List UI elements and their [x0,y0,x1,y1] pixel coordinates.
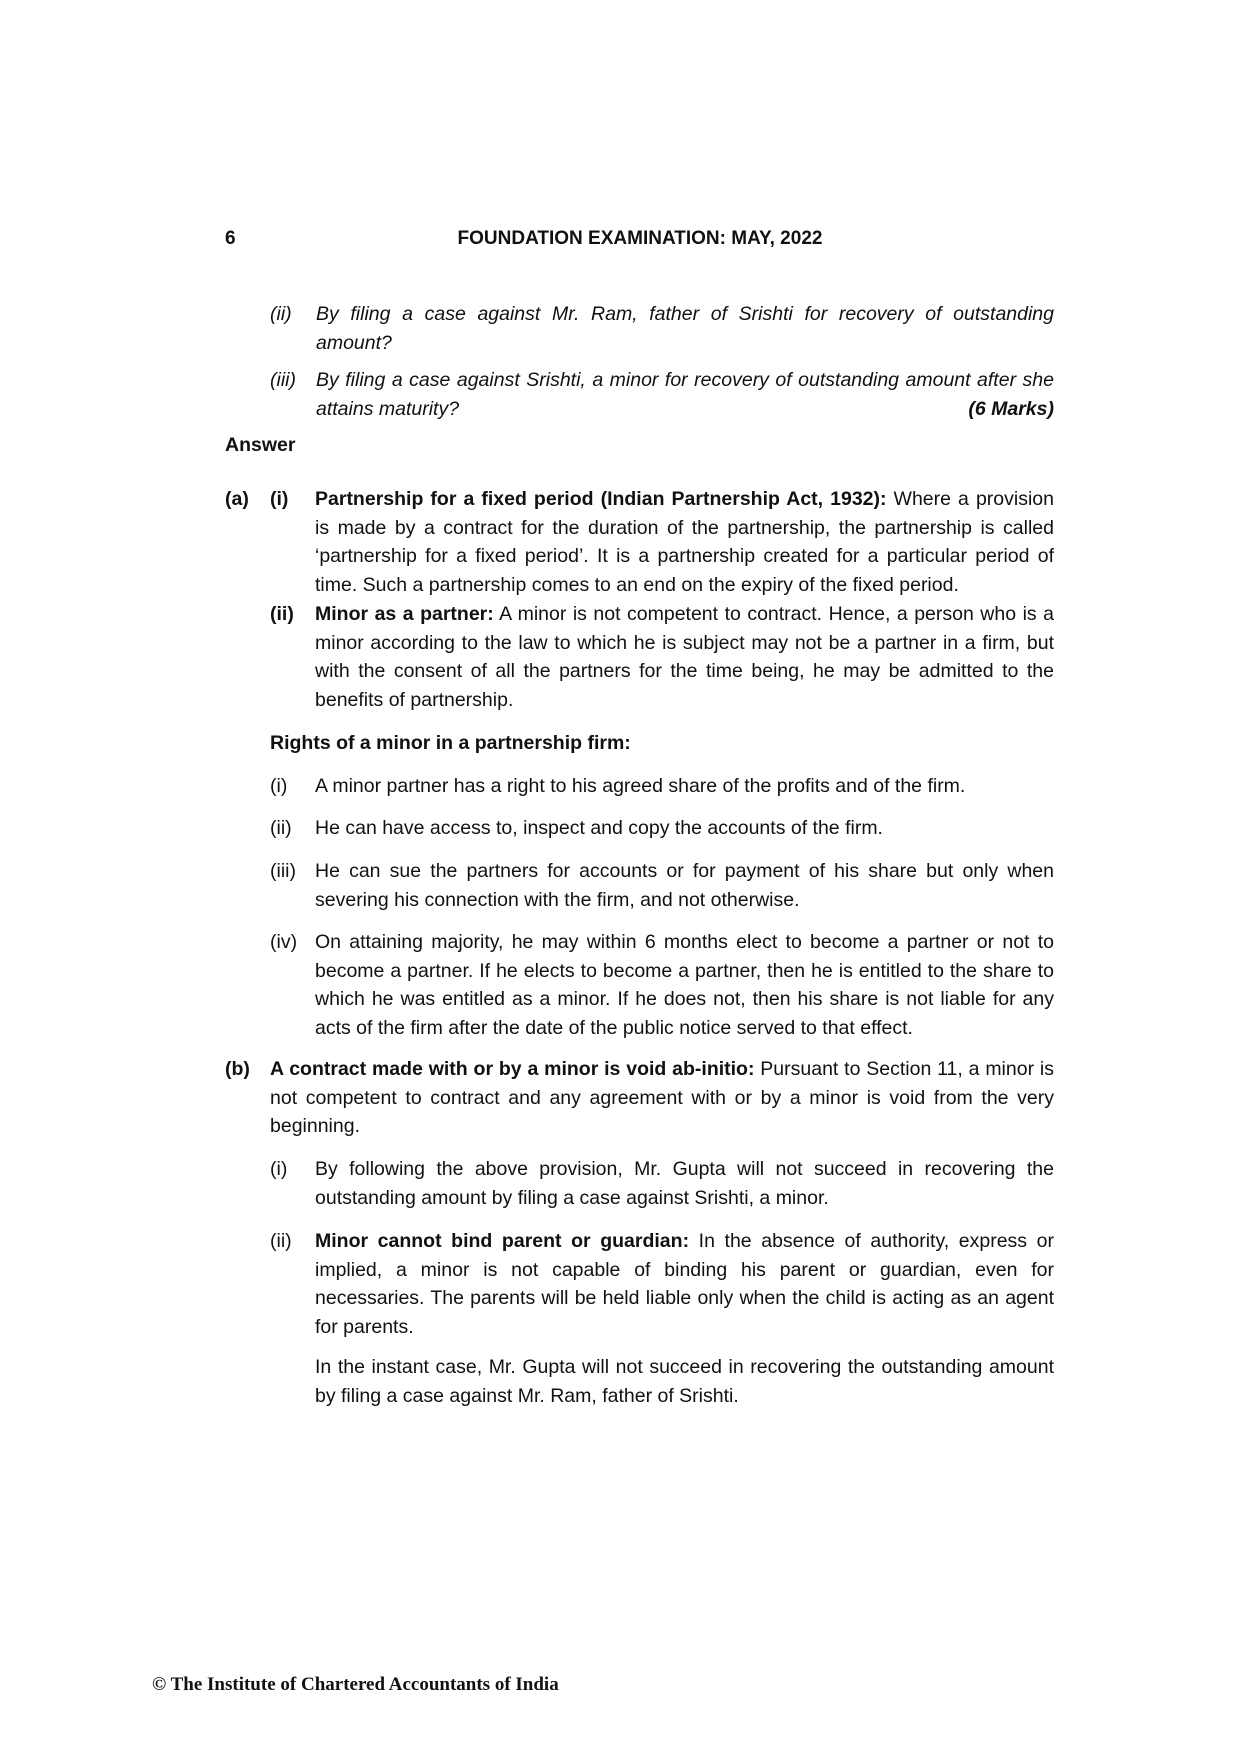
answer-b-text [270,1055,1054,1141]
point-label: (ii) [270,1230,292,1252]
rights-heading: Rights of a minor in a partnership firm: [270,732,631,754]
page-footer: © The Institute of Chartered Accountants of India [152,1674,559,1695]
point-bold-heading: Partnership for a fixed period (Indian Partnership Act, 1932): [315,488,887,510]
page-number: 6 [225,228,236,249]
conclusion-paragraph: In the instant case, Mr. Gupta will not succeed in recovering the outstanding amount by filing a case against Mr. Ram, father of Srishti. [315,1356,1054,1407]
rights-item-label: (iv) [270,931,298,953]
rights-item-text: He can have access to, inspect and copy the accounts of the firm. [315,817,883,839]
point-body: Where a provision is made by a contract for the duration of the partnership, the partnership is called ‘partnership for a fixed period’. It is a partnership created for a particular period of time. Such a partnership comes to an end on the expiry of the fixed period. [315,488,1054,596]
rights-item-text: On attaining majority, he may within 6 months elect to become a partner or not to become a partner. If he elects to become a partner, then he is entitled to the share to which he was entitled as a minor. If he does not, then his share is not liable for any acts of the firm after the date of the public notice served to that effect. [315,931,1054,1039]
question-item-text: By filing a case against Mr. Ram, father of Srishti for recovery of outstanding amount? [316,303,1054,354]
answer-b-label: (b) [225,1058,250,1080]
answer-heading: Answer [225,434,296,456]
point-body: In the absence of authority, express or implied, a minor is not capable of binding his parent or guardian, even for necessaries. The parents will be held liable only when the child is acting as an agent for parents. [315,1230,1054,1338]
marks-block [900,395,1054,424]
question-item-text-body: By filing a case against Srishti, a minor for recovery of outstanding amount after she attains maturity? [316,369,1054,420]
page-title: FOUNDATION EXAMINATION: MAY, 2022 [457,228,823,249]
answer-a-label: (a) [225,488,249,510]
marks-label: (6 Marks) [968,397,1054,420]
question-item-label: (ii) [270,303,292,325]
point-body: A minor is not competent to contract. Hence, a person who is a minor according to the law to which he is subject may not be a partner in a firm, but with the consent of all the partners for the time being, he may be admitted to the benefits of partnership. [315,603,1054,711]
point-label: (i) [270,488,289,510]
answer-b-bold-heading: A contract made with or by a minor is void ab-initio: [270,1058,755,1080]
point-label: (ii) [270,603,294,625]
rights-item-text: A minor partner has a right to his agreed share of the profits and of the firm. [315,775,966,797]
point-text: By following the above provision, Mr. Gupta will not succeed in recovering the outstanding amount by filing a case against Srishti, a minor. [315,1158,1054,1209]
point-text [315,600,1054,714]
point-text [315,1227,1054,1341]
point-label: (i) [270,1158,288,1180]
rights-item-label: (iii) [270,860,296,882]
point-bold-heading: Minor as a partner: [315,603,494,625]
point-bold-heading: Minor cannot bind parent or guardian: [315,1230,690,1252]
answer-b-body: Pursuant to Section 11, a minor is not competent to contract and any agreement with or by a minor is void from the very beginning. [270,1058,1054,1137]
question-item-label: (iii) [270,369,296,391]
rights-item-label: (ii) [270,817,292,839]
rights-item-label: (i) [270,775,288,797]
point-text [315,485,1054,599]
rights-item-text: He can sue the partners for accounts or for payment of his share but only when severing his connection with the firm, and not otherwise. [315,860,1054,911]
